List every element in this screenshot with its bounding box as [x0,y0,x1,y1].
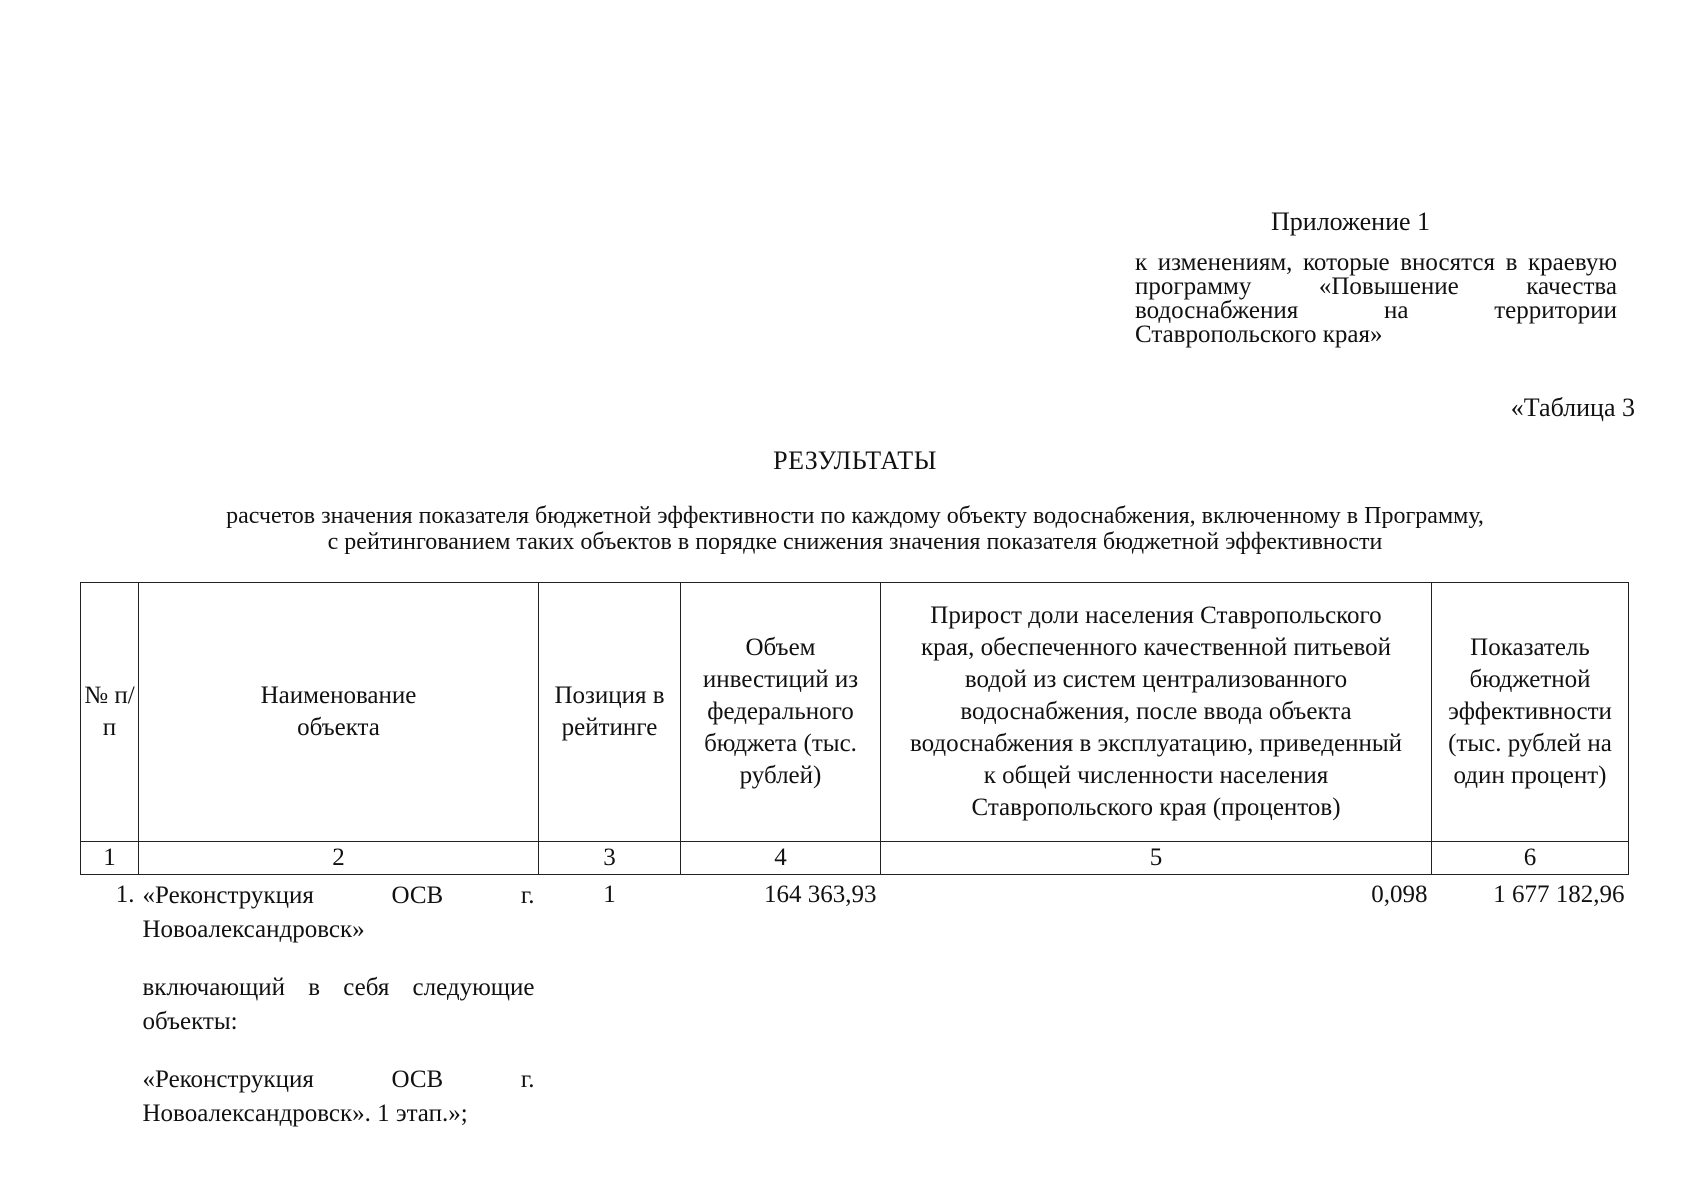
header-rank: Позиция в рейтинге [539,583,681,842]
header-num: № п/п [81,583,139,842]
object-name: «Реконструкция ОСВ г. Новоалександровск» [142,882,535,943]
row-number: 1. [115,881,135,908]
object-includes-note: включающий в себя следующие объекты: [142,974,535,1035]
document-title: РЕЗУЛЬТАТЫ [773,446,937,475]
efficiency-cell: 1 677 182,96 [1493,881,1625,908]
column-number: 4 [681,842,881,875]
column-number: 6 [1432,842,1629,875]
table-header-row [81,583,1629,842]
column-number: 2 [139,842,539,875]
column-number-row [81,842,1629,875]
subtitle-line-1: расчетов значения показателя бюджетной эффективности по каждому объекту водоснабжения, включенному в Программу, [226,503,1484,529]
investment-cell: 164 363,93 [764,881,877,908]
results-table [80,582,1629,1155]
header-name: Наименование объекта [139,583,539,842]
table-row [81,875,1629,1156]
appendix-note: к изменениям, которые вносятся в краевую программу «Повышение качества водоснабжения на территории Ставропольского края» [1135,249,1617,348]
appendix-title: Приложение 1 [1271,207,1431,236]
column-number: 1 [81,842,139,875]
column-number: 5 [881,842,1432,875]
table-number: «Таблица 3 [1510,393,1635,422]
growth-cell: 0,098 [1371,881,1428,908]
object-name-cell [139,875,539,1156]
sub-object-name: «Реконструкция ОСВ г. Новоалександровск». 1 этап.»; [142,1066,535,1127]
rank-cell: 1 [603,881,616,908]
subtitle-line-2: с рейтингованием таких объектов в порядке снижения значения показателя бюджетной эффективности [327,529,1383,555]
column-number: 3 [539,842,681,875]
header-investment: Объем инвестиций из федерального бюджета (тыс. рублей) [681,583,881,842]
document-subtitle [0,503,1690,555]
header-efficiency: Показатель бюджетной эффективности (тыс. рублей на один процент) [1432,583,1629,842]
header-growth: Прирост доли населения Ставропольского края, обеспеченного качественной питьевой водой из систем централизованного водоснабжения, после ввода объекта водоснабжения в эксплуатацию, приведенный к общей численности населения Ставропольского края (процентов) [881,583,1432,842]
